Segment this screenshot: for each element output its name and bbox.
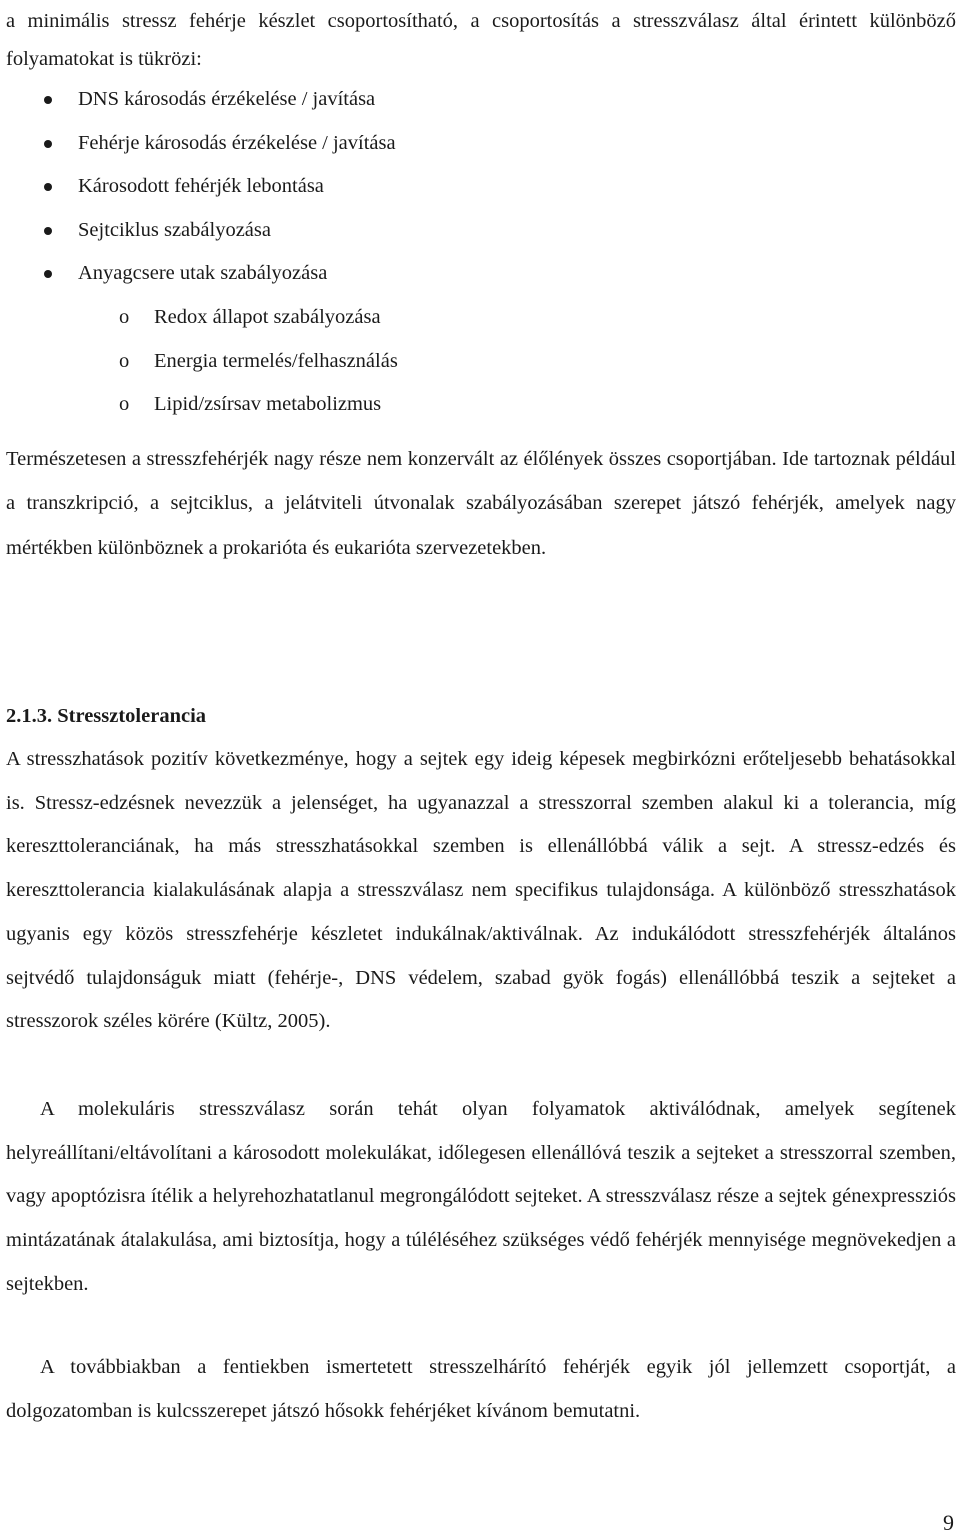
list-item-text: DNS károsodás érzékelése / javítása <box>78 88 376 110</box>
circle-bullet-icon: o <box>119 349 130 372</box>
circle-bullet-icon: o <box>119 306 130 328</box>
paragraph-molecular-response: A molekuláris stresszválasz során tehát olyan folyamatok aktiválódnak, amelyek segítenek helyreállítani/eltávolítani a károsodott molekulákat, időlegesen ellenállóvá teszik a sejteket a stresszorral szemben, vagy apoptózisra ítélik a helyrehozhatatlanul megrongálódott sejteket. A stresszválasz része a sejtek génexpressziós mintázatának átalakulása, ami biztosítja, hogy a túléléséhez szükséges védő fehérjék mennyisége megnövekedjen a sejtekben. <box>6 1098 956 1295</box>
list-item <box>6 122 956 166</box>
list-item <box>6 209 956 253</box>
list-item-text: Károsodott fehérjék lebontása <box>78 175 324 198</box>
sub-list-item <box>6 383 956 427</box>
list-item <box>6 252 956 296</box>
bullet-icon <box>44 227 52 235</box>
bullet-icon <box>44 183 52 191</box>
bullet-icon <box>44 270 52 278</box>
list-item-text: Sejtciklus szabályozása <box>78 218 271 241</box>
sub-list-item-text: Lipid/zsírsav metabolizmus <box>154 393 382 416</box>
list-item <box>6 165 956 209</box>
paragraph-conservation: Természetesen a stresszfehérjék nagy része nem konzervált az élőlények összes csoportjában. Ide tartoznak például a transzkripció, a sejtciklus, a jelátviteli útvonalak szabályozásában szerepet játszó fehérjék, amelyek nagy mértékben különböznek a prokarióta és eukarióta szervezetekben. <box>6 448 956 559</box>
circle-bullet-icon: o <box>119 393 130 416</box>
section-heading: 2.1.3. Stressztolerancia <box>6 705 207 727</box>
list-item-text: Anyagcsere utak szabályozása <box>78 262 328 285</box>
paragraph-heat-shock-intro: A továbbiakban a fentiekben ismertetett stresszelhárító fehérjék egyik jól jellemzett csoportját, a dolgozatomban is kulcsszerepet játszó hősokk fehérjéket kívánom bemutatni. <box>6 1356 956 1422</box>
paragraph-stress-tolerance: A stresszhatások pozitív következménye, hogy a sejtek egy ideig képesek megbirkózni erőteljesebb behatásokkal is. Stressz-edzésnek nevezzük a jelenséget, ha ugyanazzal a stresszorral szemben alakul ki a tolerancia, míg kereszttoleranciának, ha más stresszhatásokkal szemben is ellenállóbbá válik a sejt. A stressz-edzés és kereszttolerancia kialakulásának alapja a stresszválasz nem specifikus tulajdonsága. A különböző stresszhatások ugyanis egy közös stresszfehérje készletet indukálnak/aktiválnak. Az indukálódott stresszfehérjék általános sejtvédő tulajdonságuk miatt (fehérje-, DNS védelem, szabad gyök fogás) ellenállóbbá teszik a sejteket a stresszorok széles körére (Kültz, 2005). <box>6 748 956 1033</box>
list-item-text: Fehérje károsodás érzékelése / javítása <box>78 131 396 154</box>
sub-list-item <box>6 296 956 340</box>
list-item <box>6 78 956 122</box>
page-number: 9 <box>943 1510 954 1535</box>
sub-list-item-text: Redox állapot szabályozása <box>154 306 381 328</box>
bullet-icon <box>44 96 52 104</box>
sub-list-item <box>6 340 956 384</box>
bullet-icon <box>44 140 52 148</box>
sub-list-item-text: Energia termelés/felhasználás <box>154 349 398 372</box>
bullet-list <box>6 78 956 296</box>
intro-text: a minimális stressz fehérje készlet csoportosítható, a csoportosítás a stresszválasz által érintett különböző folyamatokat is tükrözi: <box>6 10 956 70</box>
sub-bullet-list <box>6 296 956 427</box>
